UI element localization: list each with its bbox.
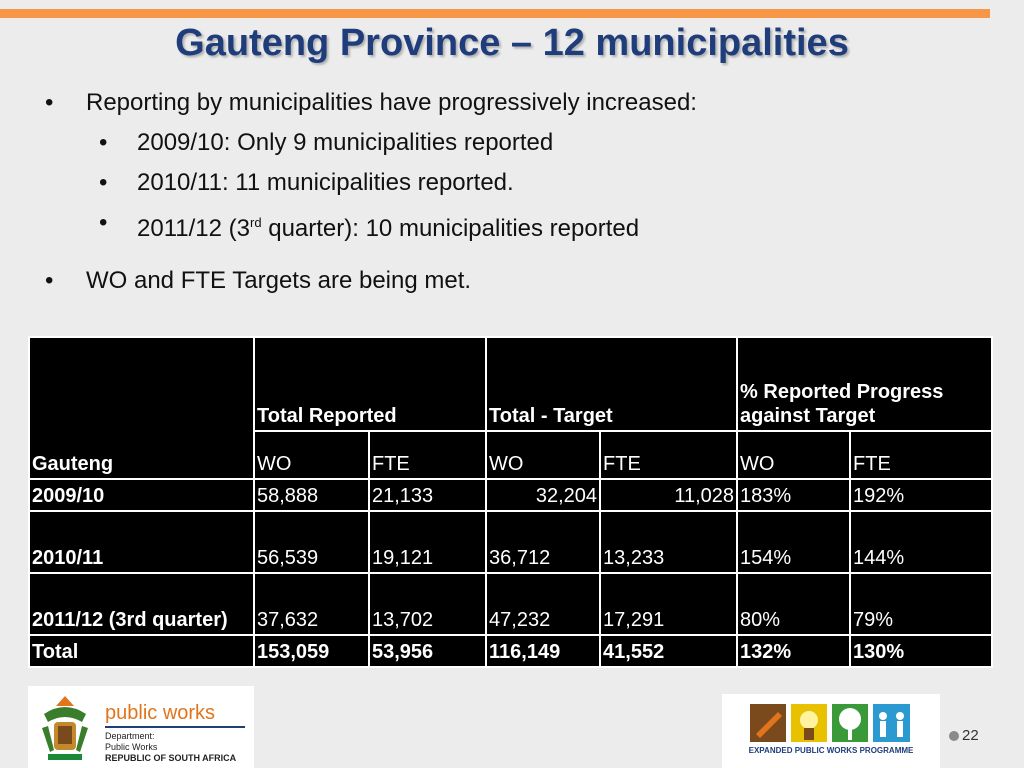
epwp-name: EXPANDED PUBLIC WORKS PROGRAMME xyxy=(748,746,914,755)
cell: 36,712 xyxy=(486,511,600,573)
sub-header: WO xyxy=(486,431,600,479)
table-row xyxy=(29,511,992,573)
slide-title: Gauteng Province – 12 municipalities xyxy=(175,22,849,64)
row-label: 2009/10 xyxy=(29,479,254,511)
public-works-logo xyxy=(28,686,254,768)
cell: 37,632 xyxy=(254,573,369,635)
sub-header: WO xyxy=(254,431,369,479)
sub-header: FTE xyxy=(850,431,992,479)
cell: 130% xyxy=(850,635,992,667)
cell: 154% xyxy=(737,511,850,573)
row-label: 2010/11 xyxy=(29,511,254,573)
sub-header: FTE xyxy=(369,431,486,479)
header-total-target: Total - Target xyxy=(486,337,737,431)
logo-name: public works xyxy=(105,702,216,724)
cell: 19,121 xyxy=(369,511,486,573)
table-row xyxy=(29,573,992,635)
accent-bar xyxy=(0,9,990,18)
cell: 132% xyxy=(737,635,850,667)
cell: 153,059 xyxy=(254,635,369,667)
row-label: Total xyxy=(29,635,254,667)
cell: 21,133 xyxy=(369,479,486,511)
cell: 11,028 xyxy=(600,479,737,511)
epwp-icons xyxy=(750,704,910,742)
header-total-reported: Total Reported xyxy=(254,337,486,431)
cell: 13,233 xyxy=(600,511,737,573)
divider xyxy=(105,726,245,728)
cell: 41,552 xyxy=(600,635,737,667)
cell: 192% xyxy=(850,479,992,511)
cell: 47,232 xyxy=(486,573,600,635)
cell: 116,149 xyxy=(486,635,600,667)
corner-header: Gauteng xyxy=(29,337,254,479)
cell: 80% xyxy=(737,573,850,635)
sub-header: FTE xyxy=(600,431,737,479)
coat-of-arms-icon xyxy=(34,692,96,764)
sub-header: WO xyxy=(737,431,850,479)
cell: 58,888 xyxy=(254,479,369,511)
cell: 17,291 xyxy=(600,573,737,635)
logo-subtitle: Department: Public Works REPUBLIC OF SOUTH AFRICA xyxy=(105,731,237,763)
header-pct-progress: % Reported Progress against Target xyxy=(737,337,992,431)
page-dot-icon xyxy=(949,731,959,741)
cell: 13,702 xyxy=(369,573,486,635)
cell: 79% xyxy=(850,573,992,635)
page-number: 22 xyxy=(962,727,979,744)
progress-table xyxy=(28,336,993,668)
table-row-total xyxy=(29,635,992,667)
row-label: 2011/12 (3rd quarter) xyxy=(29,573,254,635)
epwp-logo xyxy=(722,694,940,768)
cell: 32,204 xyxy=(486,479,600,511)
cell: 183% xyxy=(737,479,850,511)
cell: 56,539 xyxy=(254,511,369,573)
cell: 144% xyxy=(850,511,992,573)
table-row xyxy=(29,479,992,511)
cell: 53,956 xyxy=(369,635,486,667)
